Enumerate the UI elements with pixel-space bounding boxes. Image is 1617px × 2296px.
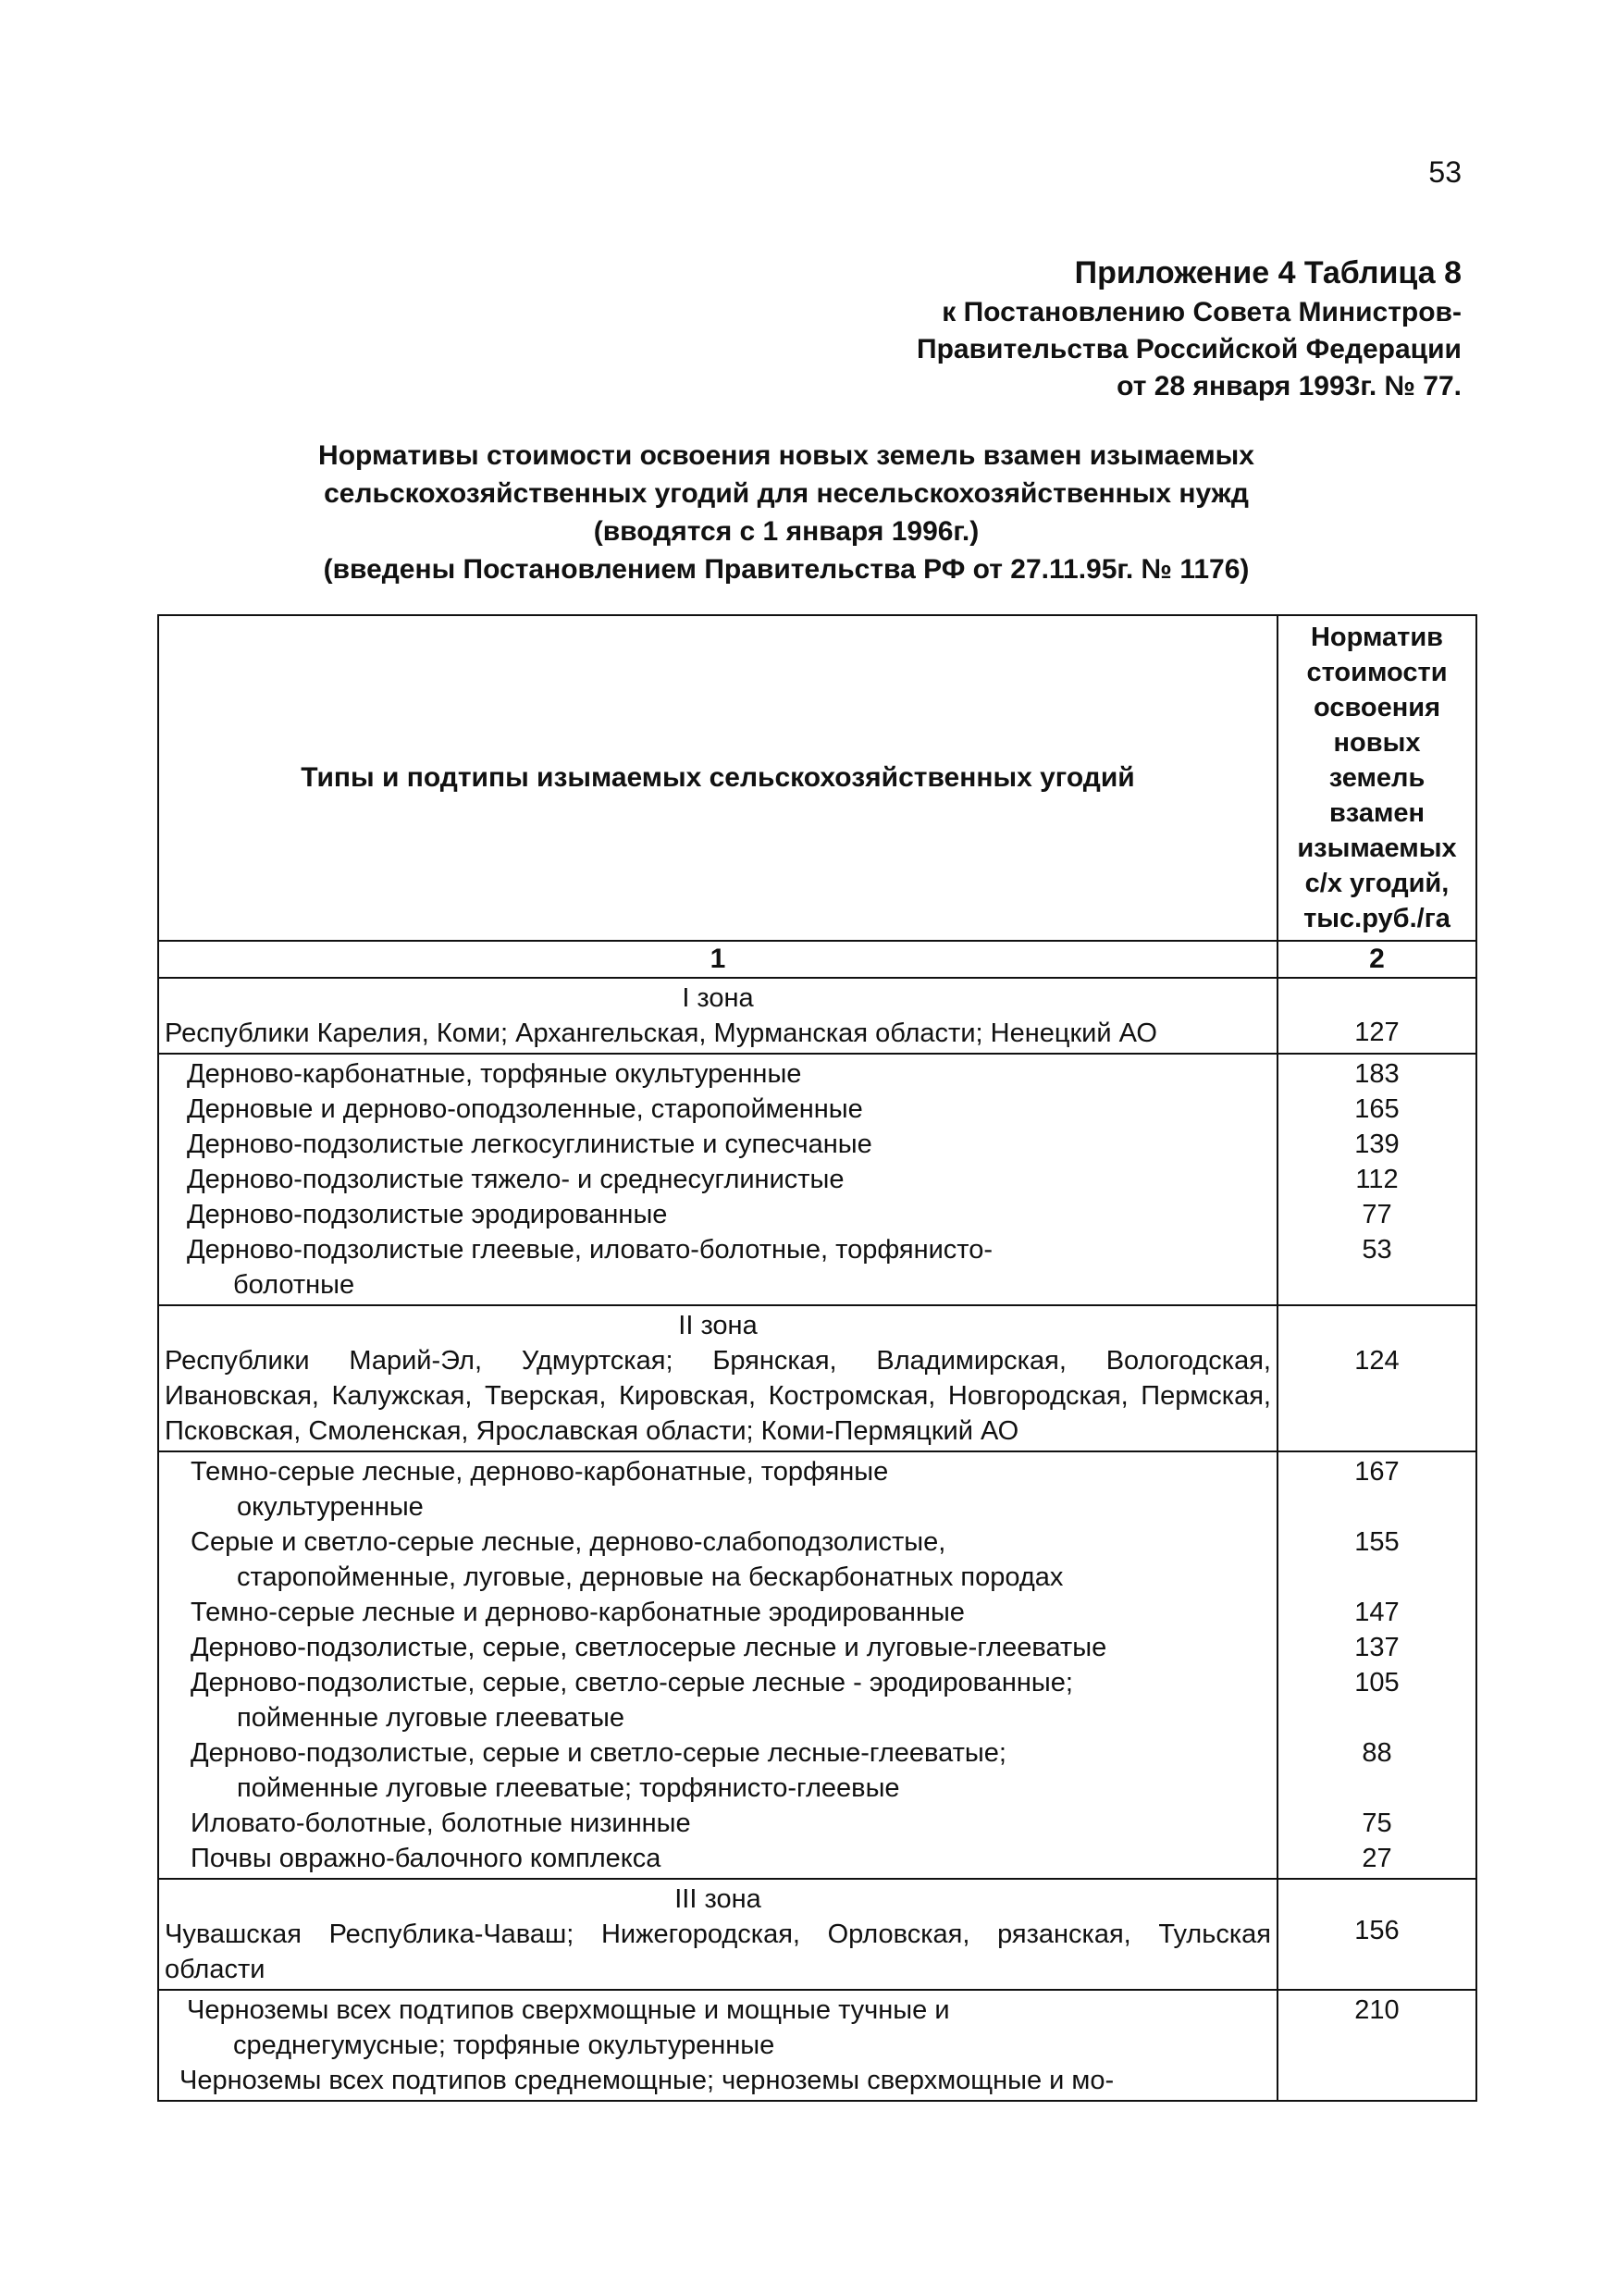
zone-value: 127 <box>1278 978 1476 1054</box>
header-norm-line: стоимости <box>1306 658 1448 687</box>
column-number-row <box>158 941 1476 978</box>
header-norm-line: изымаемых <box>1297 833 1457 863</box>
title-line-4: (введены Постановлением Правительства РФ от 27.11.95г. № 1176) <box>323 554 1250 585</box>
soil-name: Дерново-подзолистые эродированные <box>187 1200 668 1229</box>
soil-item <box>187 1197 1271 1232</box>
soil-item <box>191 1841 1271 1876</box>
header-norm-line: взамен <box>1328 798 1426 828</box>
soil-name: Дерново-карбонатные, торфяные окультуренные <box>187 1059 802 1089</box>
column-number-2: 2 <box>1278 941 1476 978</box>
column-number-1: 1 <box>158 941 1278 978</box>
zone-value: 124 <box>1278 1305 1476 1451</box>
soil-item <box>191 1524 1271 1595</box>
zone-row <box>158 1305 1476 1451</box>
soil-name: Дерново-подзолистые, серые, светлосерые лесные и луговые-глееватые <box>191 1633 1107 1662</box>
soil-value: 88 <box>1362 1738 1392 1768</box>
soil-name: Темно-серые лесные и дерново-карбонатные эродированные <box>191 1598 965 1627</box>
soil-name: Темно-серые лесные, дерново-карбонатные, торфяные <box>191 1457 889 1487</box>
soil-value: 112 <box>1355 1165 1399 1194</box>
soil-item <box>191 1630 1271 1665</box>
appendix-line-3: от 28 января 1993г. № 77. <box>1117 371 1462 401</box>
soil-name-continued: болотные <box>233 1270 355 1300</box>
soil-list <box>158 1054 1278 1305</box>
soil-group-row <box>158 1054 1476 1305</box>
document-title <box>213 437 1360 588</box>
soil-item <box>179 2063 1271 2098</box>
soil-value: 165 <box>1354 1094 1400 1124</box>
soil-group-row <box>158 1990 1476 2101</box>
soil-list <box>158 1990 1278 2101</box>
zone-row <box>158 1879 1476 1990</box>
soil-name-continued: пойменные луговые глееватые; торфянисто-глеевые <box>237 1773 900 1803</box>
zone-value: 156 <box>1278 1879 1476 1990</box>
soil-name: Серые и светло-серые лесные, дерново-слабоподзолистые, <box>191 1527 946 1557</box>
soil-name: Черноземы всех подтипов сверхмощные и мощные тучные и <box>187 1995 950 2025</box>
soil-name: Черноземы всех подтипов среднемощные; черноземы сверхмощные и мо- <box>179 2066 1115 2095</box>
soil-name: Почвы овражно-балочного комплекса <box>191 1844 661 1873</box>
soil-item <box>187 1993 1271 2063</box>
soil-value: 183 <box>1354 1059 1400 1089</box>
soil-name: Дерново-подзолистые легкосуглинистые и супесчаные <box>187 1129 872 1159</box>
soil-item <box>187 1092 1271 1127</box>
soil-item <box>191 1735 1271 1806</box>
soil-group-row <box>158 1451 1476 1879</box>
soil-item <box>191 1806 1271 1841</box>
header-norm-line: земель <box>1328 763 1426 793</box>
soil-value: 75 <box>1362 1808 1392 1838</box>
soil-value: 53 <box>1362 1235 1392 1265</box>
zone-title: III зона <box>674 1884 761 1914</box>
soil-name: Дерновые и дерново-оподзоленные, старопойменные <box>187 1094 863 1124</box>
title-line-2: сельскохозяйственных угодий для несельскохозяйственных нужд <box>324 478 1249 509</box>
zone-cell <box>158 1305 1278 1451</box>
soil-value: 105 <box>1354 1668 1400 1697</box>
soil-item <box>191 1454 1271 1524</box>
title-line-1: Нормативы стоимости освоения новых земель взамен изымаемых <box>318 440 1254 471</box>
appendix-title: Приложение 4 Таблица 8 <box>1074 255 1462 290</box>
zone-row <box>158 978 1476 1054</box>
soil-name: Дерново-подзолистые, серые, светло-серые лесные - эродированные; <box>191 1668 1073 1697</box>
soil-name-continued: среднегумусные; торфяные окультуренные <box>233 2031 775 2060</box>
soil-value: 210 <box>1354 1995 1400 2025</box>
soil-name: Дерново-подзолистые, серые и светло-серые лесные-глееватые; <box>191 1738 1006 1768</box>
title-line-3: (вводятся с 1 января 1996г.) <box>593 516 980 547</box>
soil-item <box>191 1665 1271 1735</box>
soil-value: 77 <box>1362 1200 1392 1229</box>
soil-item <box>187 1162 1271 1197</box>
header-norm-line: новых <box>1333 728 1421 758</box>
appendix-line-1: к Постановлению Совета Министров- <box>942 297 1462 327</box>
column-header-norm <box>1278 615 1476 941</box>
soil-name-continued: пойменные луговые глееватые <box>237 1703 625 1733</box>
norms-table <box>157 614 1477 2102</box>
column-header-types: Типы и подтипы изымаемых сельскохозяйственных угодий <box>158 615 1278 941</box>
page-number: 53 <box>1428 155 1462 189</box>
header-norm-line: освоения <box>1313 693 1440 722</box>
soil-values <box>1278 1054 1476 1305</box>
soil-item <box>187 1056 1271 1092</box>
appendix-line-2: Правительства Российской Федерации <box>917 334 1462 364</box>
soil-name-continued: окультуренные <box>237 1492 424 1522</box>
soil-value: 155 <box>1354 1527 1400 1557</box>
appendix-header <box>740 252 1462 405</box>
zone-cell <box>158 1879 1278 1990</box>
soil-value <box>1278 2063 1475 2098</box>
soil-name: Дерново-подзолистые тяжело- и среднесуглинистые <box>187 1165 845 1194</box>
soil-value: 147 <box>1354 1598 1400 1627</box>
zone-cell <box>158 978 1278 1054</box>
soil-name-continued: старопойменные, луговые, дерновые на бескарбонатных породах <box>237 1562 1064 1592</box>
soil-name: Дерново-подзолистые глеевые, иловато-болотные, торфянисто- <box>187 1235 994 1265</box>
soil-values <box>1278 1990 1476 2101</box>
soil-value: 139 <box>1354 1129 1400 1159</box>
soil-value: 27 <box>1362 1844 1392 1873</box>
soil-values <box>1278 1451 1476 1879</box>
table-header-row <box>158 615 1476 941</box>
zone-title: I зона <box>682 983 754 1013</box>
soil-value: 167 <box>1354 1457 1400 1487</box>
zone-regions: Республики Карелия, Коми; Архангельская, Мурманская области; Ненецкий АО <box>165 1018 1157 1048</box>
zone-regions: Чувашская Республика-Чаваш; Нижегородская, Орловская, рязанская, Тульская области <box>165 1920 1271 1984</box>
soil-name: Иловато-болотные, болотные низинные <box>191 1808 691 1838</box>
soil-value: 137 <box>1354 1633 1400 1662</box>
zone-regions: Республики Марий-Эл, Удмуртская; Брянская, Владимирская, Вологодская, Ивановская, Калужская, Тверская, Кировская, Костромская, Новгородская, Пермская, Псковская, Смоленская, Ярославская области; Коми-Пермяцкий АО <box>165 1346 1271 1446</box>
soil-item <box>187 1127 1271 1162</box>
soil-item <box>191 1595 1271 1630</box>
header-norm-line: тыс.руб./га <box>1303 904 1450 933</box>
soil-item <box>187 1232 1271 1302</box>
header-norm-line: с/х угодий, <box>1304 869 1450 898</box>
header-norm-line: Норматив <box>1310 623 1444 652</box>
zone-title: II зона <box>678 1311 758 1340</box>
soil-list <box>158 1451 1278 1879</box>
